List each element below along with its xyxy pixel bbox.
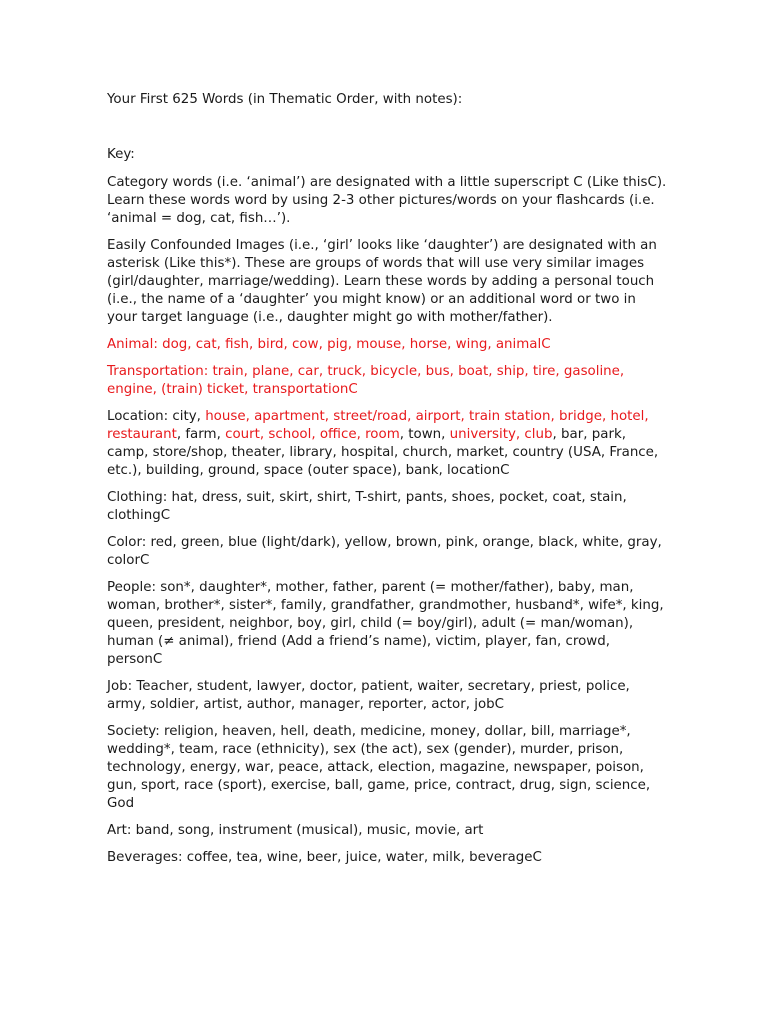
location-part: , bar, park, camp, store/shop, theater, library, hospital, church, market, country (USA, France, etc.), building, ground, space (outer space), bank, locationC [107,427,659,478]
category-art: Art: band, song, instrument (musical), music, movie, art [107,823,484,838]
document-title: Your First 625 Words (in Thematic Order, with notes): [107,92,463,107]
key-category-note: Category words (i.e. ‘animal’) are designated with a little superscript C (Like thisC). Learn these words word by using 2-3 other pictures/words on your flashcards (i.e. ‘animal = dog, cat, fish…’). [107,175,667,226]
category-location [107,408,667,480]
location-part: Location: city, [107,409,206,424]
location-part: , farm, [176,427,226,442]
category-clothing: Clothing: hat, dress, suit, skirt, shirt, T-shirt, pants, shoes, pocket, coat, stain, clothingC [107,490,627,523]
category-society: Society: religion, heaven, hell, death, medicine, money, dollar, bill, marriage*, wedding*, team, race (ethnicity), sex (the act), sex (gender), murder, prison, technology, energy, war, peace, attack, election, magazine, newspaper, poison, gun, sport, race (sport), exercise, ball, game, price, contract, drug, sign, science, God [107,724,651,811]
key-confounded-note: Easily Confounded Images (i.e., ‘girl’ looks like ‘daughter’) are designated with an asterisk (Like this*). These are groups of words that will use very similar images (girl/daughter, marriage/wedding). Learn these words by adding a personal touch (i.e., the name of a ‘daughter’ you might know) or an additional word or two in your target language (i.e., daughter might go with mother/father). [107,238,657,325]
location-part: , town, [399,427,450,442]
location-highlight: court, school, office, room [225,427,400,442]
key-label: Key: [107,147,135,162]
location-highlight: university, club [449,427,553,442]
category-job: Job: Teacher, student, lawyer, doctor, patient, waiter, secretary, priest, police, army, soldier, artist, author, manager, reporter, actor, jobC [107,679,630,712]
document-page [107,91,667,876]
category-animal: Animal: dog, cat, fish, bird, cow, pig, mouse, horse, wing, animalC [107,337,551,352]
category-transportation: Transportation: train, plane, car, truck, bicycle, bus, boat, ship, tire, gasoline, engine, (train) ticket, transportationC [107,364,625,397]
category-color: Color: red, green, blue (light/dark), yellow, brown, pink, orange, black, white, gray, colorC [107,535,662,568]
category-beverages: Beverages: coffee, tea, wine, beer, juice, water, milk, beverageC [107,850,542,865]
category-people: People: son*, daughter*, mother, father, parent (= mother/father), baby, man, woman, brother*, sister*, family, grandfather, grandmother, husband*, wife*, king, queen, president, neighbor, boy, girl, child (= boy/girl), adult (= man/woman), human (≠ animal), friend (Add a friend’s name), victim, player, fan, crowd, personC [107,580,664,667]
location-highlight: house, apartment, street/road, airport, train station, bridge, hotel, restaurant [107,409,649,442]
